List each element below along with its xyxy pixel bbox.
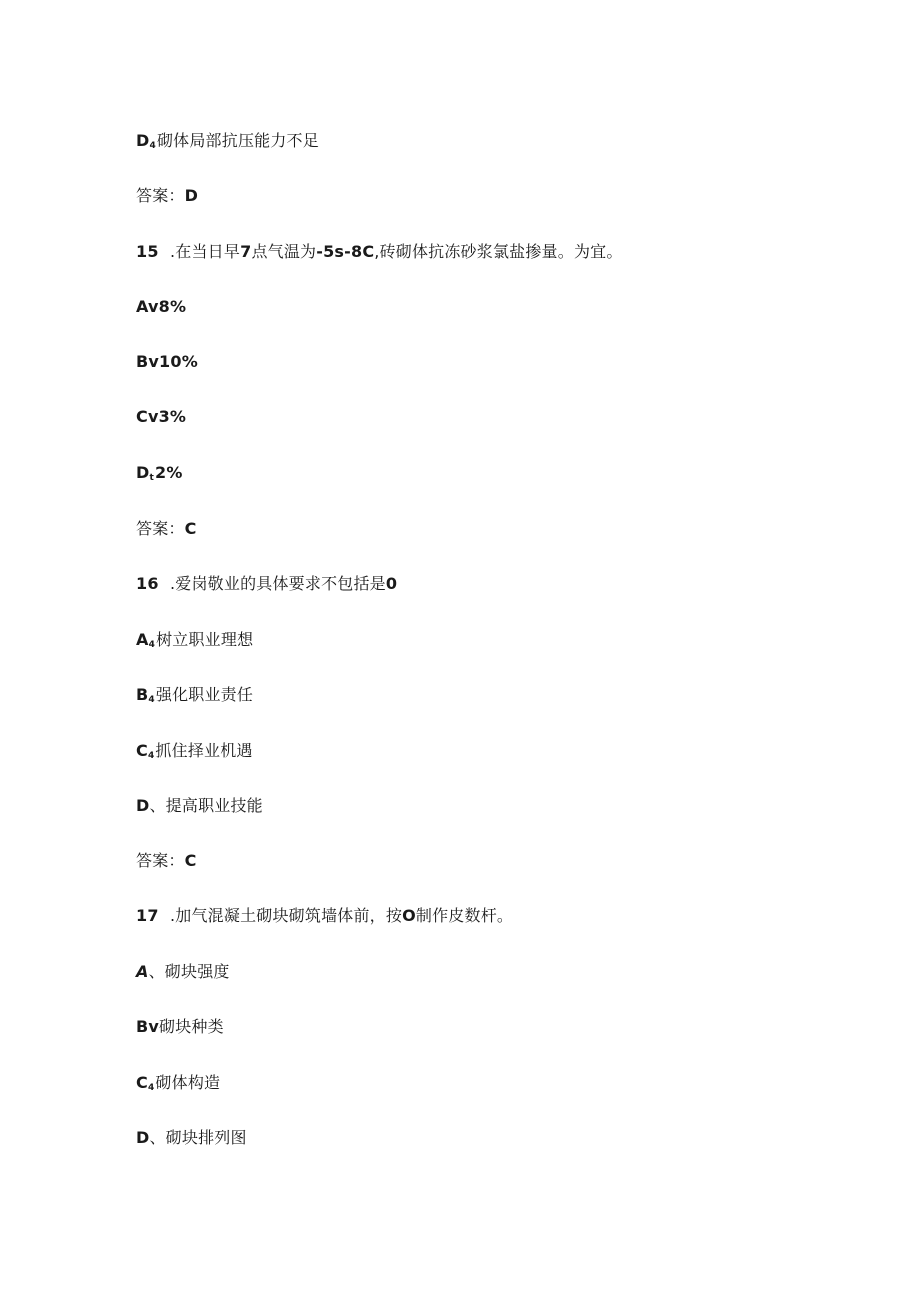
- option-text: 树立职业理想: [156, 630, 254, 649]
- option-text: 强化职业责任: [155, 685, 254, 704]
- question-bold-part: O: [402, 906, 416, 925]
- option-marker: 4: [147, 751, 155, 761]
- question-bold-part: 0: [385, 574, 398, 593]
- answer-value: C: [184, 851, 197, 870]
- answer-value: D: [184, 186, 199, 205]
- answer-q14: [136, 185, 198, 207]
- option-letter: C: [136, 1073, 148, 1092]
- option-text: 砌块种类: [159, 1017, 224, 1036]
- option-marker: t: [149, 473, 154, 483]
- option-d-q14: [136, 130, 319, 157]
- question-text-part: 点气温为: [251, 242, 317, 261]
- option-text: 抓住择业机遇: [155, 741, 253, 760]
- option-text: Bv10%: [136, 352, 198, 371]
- option-c-q17: [136, 1072, 220, 1099]
- option-d-q15: [136, 462, 183, 489]
- option-marker: 4: [147, 1083, 155, 1093]
- option-letter: Bv: [136, 1017, 160, 1036]
- question-text-part: .加气混凝土砌块砌筑墙体前，按: [170, 906, 403, 925]
- question-number: 15: [136, 242, 159, 261]
- option-letter: D: [136, 796, 150, 815]
- option-d-q17: [136, 1127, 247, 1149]
- option-letter: A: [136, 630, 149, 649]
- option-a-q17: [136, 961, 230, 983]
- option-d-q16: [136, 795, 263, 817]
- option-text: 砌体局部抗压能力不足: [156, 131, 319, 150]
- option-marker: 4: [149, 141, 156, 151]
- option-text: 砌体构造: [155, 1073, 221, 1092]
- question-bold-part: -5s-8C: [316, 242, 375, 261]
- question-number: 16: [136, 574, 159, 593]
- question-number: 17: [136, 906, 159, 925]
- answer-q16: [136, 850, 197, 872]
- option-a-q15: [136, 296, 186, 318]
- option-letter: D: [136, 131, 150, 150]
- answer-label: 答案：: [136, 519, 185, 538]
- option-b-q16: [136, 684, 253, 711]
- answer-value: C: [184, 519, 197, 538]
- answer-label: 答案：: [136, 186, 185, 205]
- option-letter: D: [136, 463, 150, 482]
- question-15: [136, 241, 623, 263]
- option-letter: C: [136, 741, 148, 760]
- option-marker: 4: [148, 640, 156, 650]
- option-text: 、砌块强度: [148, 962, 230, 981]
- option-letter: B: [136, 685, 149, 704]
- option-b-q15: [136, 351, 198, 373]
- option-text: 、砌块排列图: [149, 1128, 247, 1147]
- option-text: Cv3%: [136, 407, 187, 426]
- question-text-part: 制作皮数杆。: [415, 906, 514, 925]
- option-text: Av8%: [136, 297, 187, 316]
- question-16: [136, 573, 397, 595]
- question-text-part: ,砖砌体抗冻砂浆氯盐掺量。为宜。: [374, 242, 623, 261]
- question-text-part: .爱岗敬业的具体要求不包括是: [170, 574, 386, 593]
- option-text: 、提高职业技能: [149, 796, 263, 815]
- option-marker: 4: [148, 695, 155, 705]
- option-a-q16: [136, 629, 253, 656]
- answer-q15: [136, 518, 197, 540]
- option-c-q16: [136, 740, 253, 767]
- question-17: [136, 905, 513, 927]
- answer-label: 答案：: [136, 851, 185, 870]
- option-c-q15: [136, 406, 186, 428]
- question-text-part: .在当日早: [170, 242, 241, 261]
- option-letter: D: [136, 1128, 150, 1147]
- option-b-q17: [136, 1016, 224, 1038]
- question-bold-part: 7: [240, 242, 252, 261]
- option-text: 2%: [155, 463, 183, 482]
- option-letter: A: [136, 962, 149, 981]
